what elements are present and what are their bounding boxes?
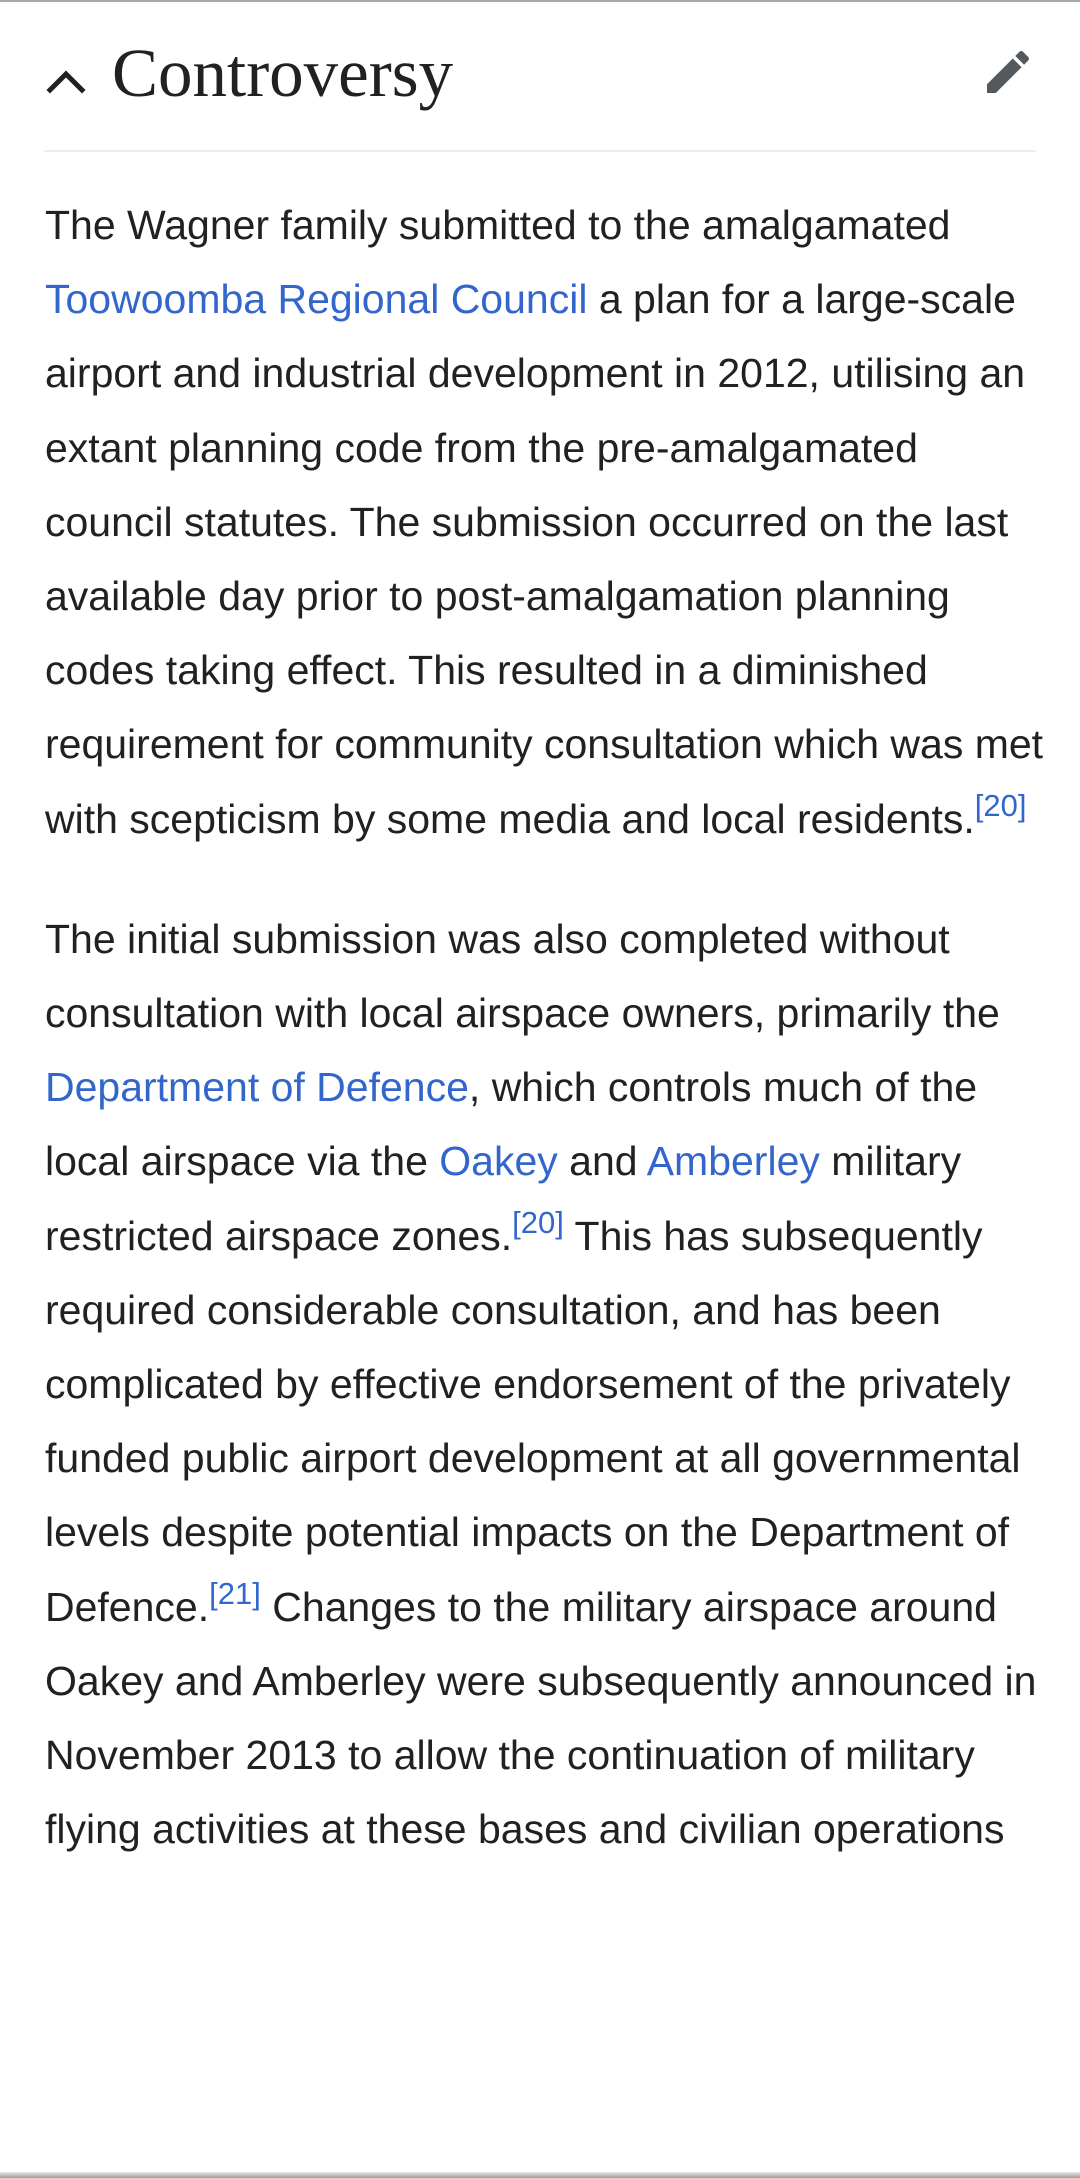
reference-link[interactable]: [21] xyxy=(209,1576,261,1611)
chevron-up-icon[interactable] xyxy=(44,60,88,104)
paragraph-text: , which controls much of the local airspace via the xyxy=(45,1064,978,1185)
reference-21[interactable] xyxy=(209,1576,261,1611)
section-title: Controversy xyxy=(112,35,454,111)
link-toowoomba-regional-council[interactable]: Toowoomba Regional Council xyxy=(45,276,588,323)
paragraph xyxy=(45,188,1045,856)
section-header[interactable] xyxy=(44,24,1036,152)
paragraph xyxy=(45,902,1045,1867)
reference-20[interactable] xyxy=(512,1205,564,1240)
paragraph-text: and xyxy=(557,1138,647,1185)
paragraph-text: Changes to the military airspace around Oakey and Amberley were subsequently announced in November 2013 to allow the continuation of military flying activities at these bases and civilian operations xyxy=(45,1583,1037,1853)
paragraph-text: The initial submission was also completed without consultation with local airspace owners, primarily the xyxy=(45,915,1000,1037)
link-oakey[interactable]: Oakey xyxy=(439,1138,558,1185)
paragraph-text: a plan for a large-scale airport and industrial development in 2012, utilising an extant planning code from the pre-amalgamated council statutes. The submission occurred on the last available day prior to post-amalgamation planning codes taking effect. This resulted in a diminished requirement for community consultation which was met with scepticism by some media and local residents. xyxy=(45,276,1044,842)
paragraph-text: This has subsequently required considerable consultation, and has been complicated by effective endorsement of the privately funded public airport development at all governmental levels despite potential impacts on the Department of Defence. xyxy=(45,1212,1021,1630)
link-amberley[interactable]: Amberley xyxy=(646,1138,820,1185)
reference-link[interactable]: [20] xyxy=(512,1204,564,1240)
reference-20[interactable] xyxy=(975,788,1027,823)
section-content xyxy=(45,188,1045,1912)
paragraph-text: military restricted airspace zones. xyxy=(45,1138,962,1259)
paragraph-text: The Wagner family submitted to the amalgamated xyxy=(45,202,951,248)
link-department-of-defence[interactable]: Department of Defence xyxy=(45,1064,469,1111)
pencil-icon[interactable] xyxy=(980,44,1036,100)
top-divider xyxy=(0,0,1080,2)
reference-link[interactable]: [20] xyxy=(974,787,1027,823)
bottom-edge xyxy=(0,2172,1080,2178)
